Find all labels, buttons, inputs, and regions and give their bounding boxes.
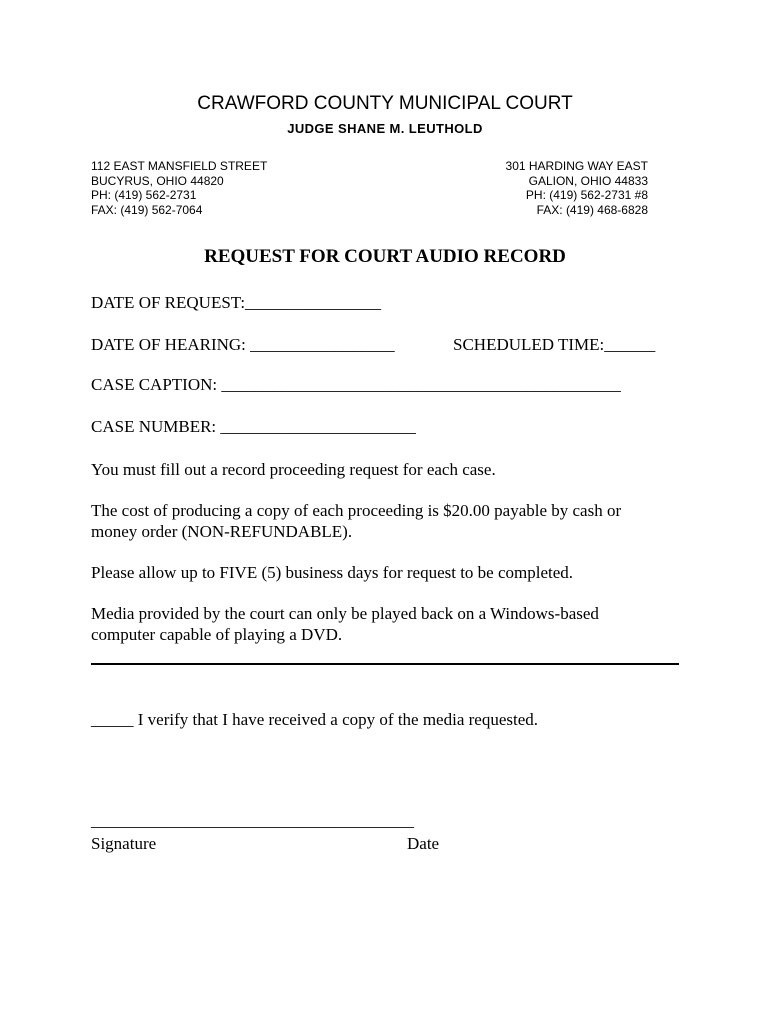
instruction-line: Media provided by the court can only be played back on a Windows-based	[91, 604, 599, 623]
instruction-media	[91, 603, 599, 645]
case-caption-field[interactable]: CASE CAPTION: _______________________________________________	[91, 375, 621, 394]
address-line: 112 EAST MANSFIELD STREET	[91, 159, 268, 173]
instruction-allow: Please allow up to FIVE (5) business days for request to be completed.	[91, 563, 574, 582]
phone-line: PH: (419) 562-2731	[91, 188, 197, 202]
form-title: REQUEST FOR COURT AUDIO RECORD	[204, 246, 566, 267]
address-line: BUCYRUS, OHIO 44820	[91, 173, 224, 188]
instruction-cost	[91, 500, 621, 542]
instruction-line: money order (NON-REFUNDABLE).	[91, 522, 353, 541]
verification-statement[interactable]: _____ I verify that I have received a copy of the media requested.	[91, 710, 539, 729]
court-title: CRAWFORD COUNTY MUNICIPAL COURT	[197, 93, 573, 114]
date-of-hearing-field[interactable]: DATE OF HEARING: _________________	[91, 335, 395, 354]
horizontal-divider	[91, 663, 679, 665]
address-bucyrus	[91, 159, 267, 217]
instruction-line: computer capable of playing a DVD.	[91, 625, 343, 644]
date-label: Date	[407, 834, 440, 853]
address-line: GALION, OHIO 44833	[528, 173, 648, 188]
case-number-field[interactable]: CASE NUMBER: _______________________	[91, 417, 416, 436]
phone-line: PH: (419) 562-2731 #8	[525, 188, 648, 202]
instruction-line: The cost of producing a copy of each proceeding is $20.00 payable by cash or	[91, 501, 622, 520]
signature-line[interactable]: ______________________________________	[91, 811, 414, 830]
judge-name: JUDGE SHANE M. LEUTHOLD	[287, 121, 483, 136]
fax-line: FAX: (419) 468-6828	[536, 202, 648, 217]
date-of-request-field[interactable]: DATE OF REQUEST:________________	[91, 293, 382, 312]
fax-line: FAX: (419) 562-7064	[91, 202, 203, 217]
instruction-fill-out: You must fill out a record proceeding request for each case.	[91, 460, 496, 479]
scheduled-time-field[interactable]: SCHEDULED TIME:______	[453, 335, 656, 354]
address-galion	[506, 159, 648, 217]
signature-label: Signature	[91, 834, 157, 853]
address-line: 301 HARDING WAY EAST	[505, 159, 648, 173]
